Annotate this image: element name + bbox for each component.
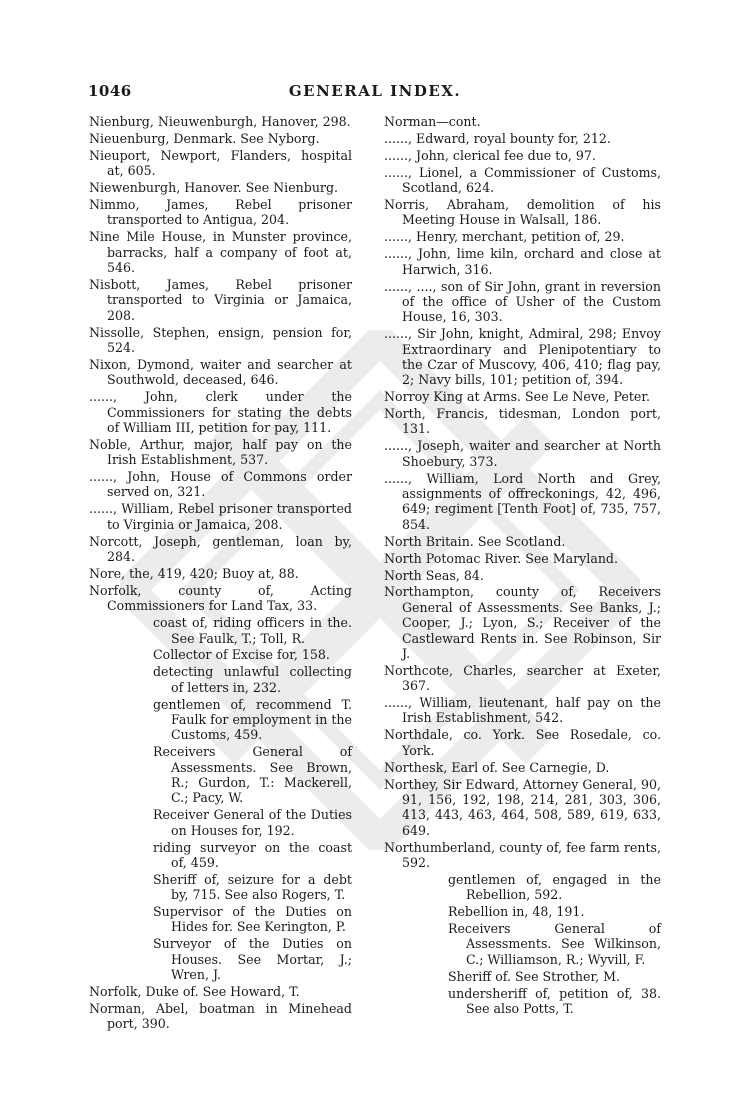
index-entry: Nissolle, Stephen, ensign, pension for, 524. [89, 324, 352, 355]
index-entry: Northampton, county of, Receivers General of Assessments. See Banks, J.; Cooper, J.; Lyon, S.; Receiver of the Castleward Rents in. See Robinson, Sir J. [384, 584, 661, 661]
index-entry: ......, William, Lord North and Grey, assignments of offreckonings, 42, 496, 649; regiment [Tenth Foot] of, 735, 757, 854. [384, 470, 661, 532]
index-entry: Northumberland, county of, fee farm rents, 592. [384, 839, 661, 870]
page-header [88, 82, 662, 104]
index-entry: Receivers General of Assessments. See Brown, R.; Gurdon, T.: Mackerell, C.; Pacy, W. [153, 744, 352, 806]
index-entry: Norfolk, Duke of. See Howard, T. [89, 984, 300, 999]
index-entry: ......, Edward, royal bounty for, 212. [384, 130, 611, 146]
index-entry: Norroy King at Arms. See Le Neve, Peter. [384, 389, 650, 405]
index-entry: Northesk, Earl of. See Carnegie, D. [384, 759, 610, 775]
index-entry: Receivers General of Assessments. See Wilkinson, C.; Williamson, R.; Wyvill, F. [448, 921, 661, 967]
index-entry: Nine Mile House, in Munster province, barracks, half a company of foot at, 546. [89, 229, 352, 276]
index-entry: Northey, Sir Edward, Attorney General, 90, 91, 156, 192, 198, 214, 281, 303, 306, 413, 443, 463, 464, 508, 589, 619, 633, 649. [384, 776, 661, 838]
index-entry: coast of, riding officers in the. See Faulk, T.; Toll, R. [153, 615, 352, 646]
index-entry: Nore, the, 419, 420; Buoy at, 88. [89, 565, 299, 581]
index-column-left [89, 114, 352, 1033]
index-entry: Nimmo, James, Rebel prisoner transported to Antigua, 204. [89, 197, 352, 228]
index-entry: ......, John, lime kiln, orchard and close at Harwich, 316. [384, 246, 661, 277]
index-entry: Noble, Arthur, major, half pay on the Irish Establishment, 537. [89, 436, 352, 468]
index-entry: ......, Sir John, knight, Admiral, 298; Envoy Extraordinary and Plenipotentiary to the Czar of Muscovy, 406, 410; flag pay, 2; Navy bills, 101; petition of, 394. [384, 326, 661, 388]
running-title: GENERAL INDEX. [288, 82, 462, 100]
index-entry: Receiver General of the Duties on Houses for, 192. [153, 807, 352, 838]
index-entry: Nieuport, Newport, Flanders, hospital at, 605. [89, 147, 352, 179]
index-entry: ......, John, clerk under the Commissioners for stating the debts of William III, petition for pay, 111. [89, 389, 352, 435]
index-entry: ......, ...., son of Sir John, grant in reversion of the office of Usher of the Custom House, 16, 303. [384, 278, 661, 325]
index-entry: ......, Lionel, a Commissioner of Customs, Scotland, 624. [384, 164, 661, 196]
index-entry: Norman, Abel, boatman in Minehead port, 390. [89, 1000, 352, 1032]
index-entry: ......, John, House of Commons order served on, 321. [89, 469, 352, 500]
index-entry: gentlemen of, recommend T. Faulk for employment in the Customs, 459. [153, 696, 352, 743]
index-entry: ......, Henry, merchant, petition of, 29. [384, 229, 625, 245]
index-entry: Rebellion in, 48, 191. [448, 904, 585, 920]
index-entry: North Potomac River. See Maryland. [384, 550, 618, 566]
index-entry: Northcote, Charles, searcher at Exeter, 367. [384, 662, 661, 694]
index-entry: Nixon, Dymond, waiter and searcher at Southwold, deceased, 646. [89, 356, 352, 388]
index-entry: Niewenburgh, Hanover. See Nienburg. [89, 180, 339, 196]
index-entry: Norcott, Joseph, gentleman, loan by, 284. [89, 533, 352, 564]
index-entry: Norfolk, county of, Acting Commissioners for Land Tax, 33. [89, 582, 352, 614]
index-entry: North Seas, 84. [384, 567, 484, 583]
index-entry: ......, John, clerical fee due to, 97. [384, 147, 596, 163]
index-entry: North, Francis, tidesman, London port, 131. [384, 406, 661, 437]
index-entry: Sheriff of, seizure for a debt by, 715. See also Rogers, T. [153, 871, 352, 903]
index-entry: Norris, Abraham, demolition of his Meeting House in Walsall, 186. [384, 197, 661, 228]
index-entry: Collector of Excise for, 158. [153, 647, 330, 663]
index-entry: ......, William, Rebel prisoner transported to Virginia or Jamaica, 208. [89, 501, 352, 532]
index-entry: riding surveyor on the coast of, 459. [153, 839, 352, 870]
index-column-right [384, 114, 661, 1018]
index-entry: undersheriff of, petition of, 38. See also Potts, T. [448, 985, 661, 1016]
index-entry: gentlemen of, engaged in the Rebellion, 592. [448, 871, 661, 903]
index-entry: Nisbott, James, Rebel prisoner transported to Virginia or Jamaica, 208. [89, 277, 352, 323]
index-entry: Surveyor of the Duties on Houses. See Mortar, J.; Wren, J. [153, 936, 352, 983]
index-entry: ......, William, lieutenant, half pay on the Irish Establishment, 542. [384, 695, 661, 726]
index-entry: Nienburg, Nieuwenburgh, Hanover, 298. [89, 114, 351, 129]
page-number: 1046 [88, 82, 132, 100]
index-entry: Nieuenburg, Denmark. See Nyborg. [89, 130, 320, 146]
index-entry: Norman—cont. [384, 114, 481, 129]
index-entry: Supervisor of the Duties on Hides for. See Kerington, P. [153, 904, 352, 935]
index-entry: North Britain. See Scotland. [384, 533, 566, 549]
index-entry: Sheriff of. See Strother, M. [448, 968, 620, 984]
index-entry: ......, Joseph, waiter and searcher at North Shoebury, 373. [384, 438, 661, 469]
index-entry: Northdale, co. York. See Rosedale, co. York. [384, 727, 661, 758]
index-entry: detecting unlawful collecting of letters in, 232. [153, 664, 352, 695]
